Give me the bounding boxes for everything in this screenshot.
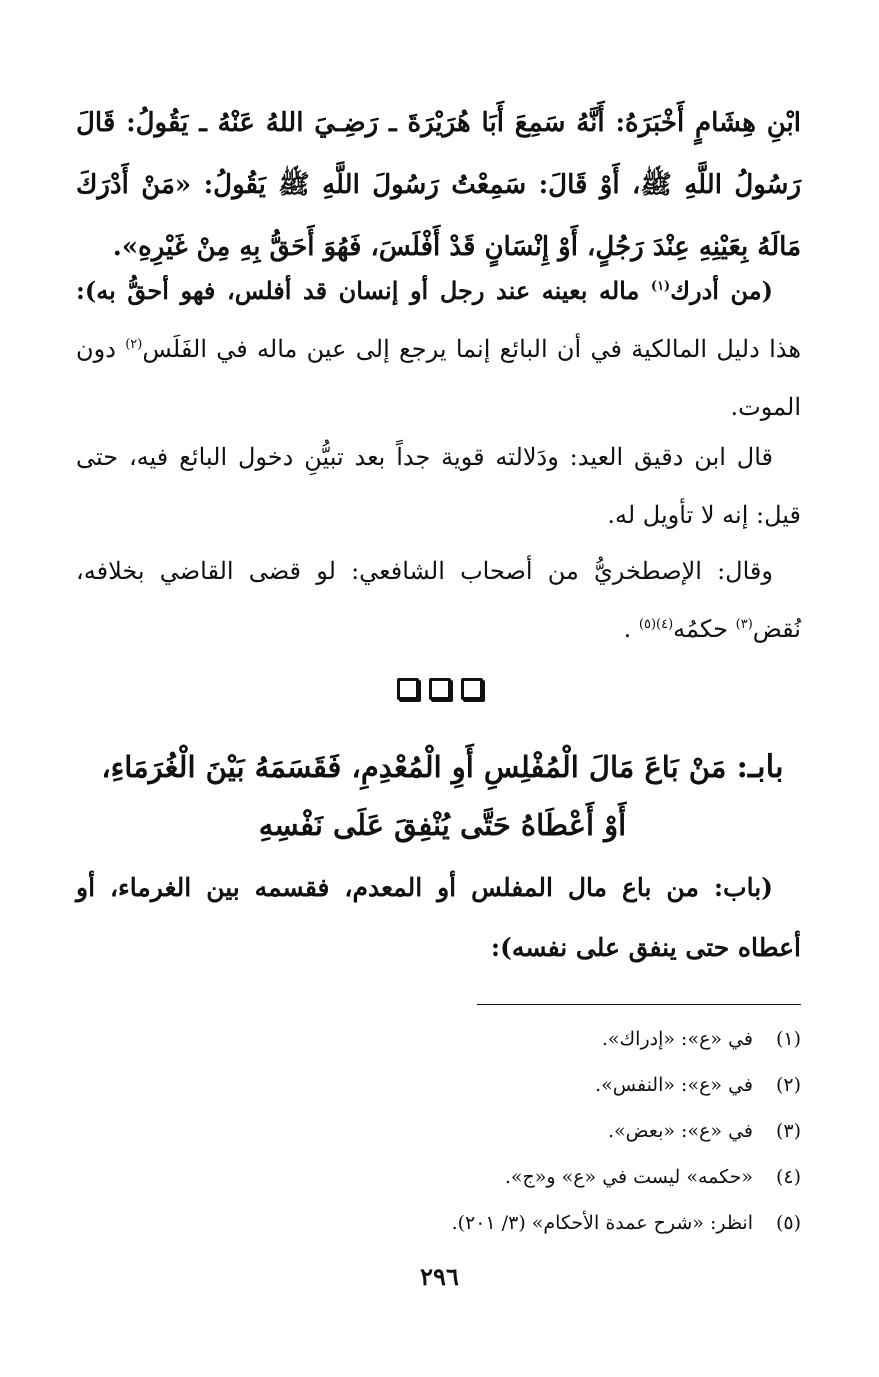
commentary-paragraph-1 [76, 262, 801, 436]
footnote-number: (١) [775, 1028, 801, 1050]
footnote-item [76, 1154, 801, 1200]
commentary-paragraph-3 [76, 542, 801, 658]
quoted-phrase-end: ماله بعينه عند رجل أو إنسان قد أفلس، فهو أحقُّ به): [76, 276, 651, 305]
chapter-heading-line-1 [80, 738, 805, 796]
footnote-ref-3: (٣) [735, 617, 753, 632]
footnote-divider [477, 1004, 801, 1005]
chapter-heading [80, 738, 805, 854]
footnote-ref-2: (٢) [125, 337, 143, 352]
separator-square-icon [397, 678, 419, 700]
footnote-number: (٢) [775, 1074, 801, 1096]
chapter-label: بابـ: [736, 749, 784, 785]
commentary-text: قال ابن دقيق العيد: ودَلالته قوية جداً بعد تبيُّنِ دخول البائع فيه، حتى قيل: إنه لا تأويل له. [76, 443, 801, 529]
footnote-ref-1: (١) [650, 279, 671, 294]
footnote-number: (٣) [775, 1120, 801, 1142]
commentary-text-mid: حكمُه [673, 615, 736, 643]
hadith-body: ابْنِ هِشَامٍ أَخْبَرَهُ: أَنَّهُ سَمِعَ أَبَا هُرَيْرَةَ ـ رَضِـيَ اللهُ عَنْهُ ـ يَقُولُ: قَالَ رَسُولُ اللَّهِ ﷺ، أَوْ قَالَ: سَمِعْتُ رَسُولَ اللَّهِ ﷺ يَقُولُ: «مَنْ أَدْرَكَ مَالَهُ بِعَيْنِهِ عِنْدَ رَجُلٍ، أَوْ إِنْسَانٍ قَدْ أَفْلَسَ، فَهُوَ أَحَقُّ بِهِ مِنْ غَيْرِهِ». [76, 108, 801, 262]
footnote-ref-4-5: (٤)(٥) [638, 617, 674, 632]
commentary-text: هذا دليل المالكية في أن البائع إنما يرجع إلى عين ماله في الفَلَس [142, 335, 802, 363]
chapter-title-part-1: مَنْ بَاعَ مَالَ الْمُفْلِسِ أَوِ الْمُعْدِمِ، فَقَسَمَهُ بَيْنَ الْغُرَمَاءِ، [101, 750, 737, 784]
commentary-text-end: . [623, 615, 639, 643]
chapter-explanation [76, 858, 801, 978]
page-number: ٢٩٦ [420, 1262, 459, 1291]
footnote-number: (٥) [775, 1212, 801, 1234]
quoted-phrase [76, 276, 773, 305]
footnote-text: في «ع»: «إدراك». [601, 1028, 753, 1050]
chapter-heading-line-2: أَوْ أَعْطَاهُ حَتَّى يُنْفِقَ عَلَى نَفْسِهِ [258, 808, 627, 842]
quoted-phrase-start: (من أدرك [670, 276, 774, 305]
footnote-text: في «ع»: «النفس». [595, 1074, 753, 1096]
footnote-text: في «ع»: «بعض». [607, 1120, 753, 1142]
commentary-paragraph-2 [76, 428, 801, 544]
separator-square-icon [429, 678, 451, 700]
hadith-text [76, 92, 801, 278]
commentary-text: وقال: الإصطخريُّ من أصحاب الشافعي: لو قضى القاضي بخلافه، نُقض [76, 557, 801, 643]
footnote-item [76, 1016, 801, 1062]
chapter-explanation-text: (باب: من باع مال المفلس أو المعدم، فقسمه بين الغرماء، أو أعطاه حتى ينفق على نفسه): [76, 873, 801, 962]
commentary-text-end: دون الموت. [76, 335, 801, 421]
footnote-item [76, 1062, 801, 1108]
footnote-text: انظر: «شرح عمدة الأحكام» (٣/ ٢٠١). [451, 1212, 753, 1234]
footnote-item [76, 1108, 801, 1154]
separator-square-icon [461, 678, 483, 700]
footnote-item [76, 1200, 801, 1246]
footnote-text: «حكمه» ليست في «ع» و«ج». [504, 1166, 753, 1188]
footnote-number: (٤) [775, 1166, 801, 1188]
footnote-list [76, 1016, 801, 1246]
section-separator [0, 678, 879, 704]
